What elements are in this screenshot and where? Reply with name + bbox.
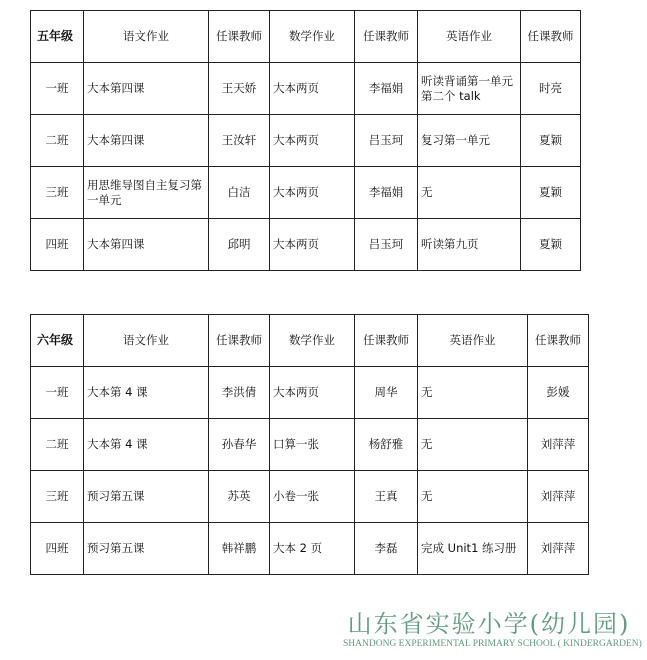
class-cell: 四班 — [31, 219, 84, 271]
chinese-teacher-cell: 王汝轩 — [209, 115, 270, 167]
english-cell: 无 — [418, 367, 528, 419]
math-teacher-cell: 杨舒雅 — [355, 419, 418, 471]
class-cell: 四班 — [31, 523, 84, 575]
class-cell: 一班 — [31, 63, 84, 115]
header-english: 英语作业 — [418, 315, 528, 367]
english-cell: 无 — [418, 167, 521, 219]
english-teacher-cell: 刘萍萍 — [528, 471, 589, 523]
grade-label: 五年级 — [31, 11, 84, 63]
english-teacher-cell: 夏颖 — [521, 219, 581, 271]
math-cell: 小卷一张 — [270, 471, 355, 523]
english-cell: 无 — [418, 419, 528, 471]
chinese-teacher-cell: 苏英 — [209, 471, 270, 523]
header-chinese-teacher: 任课教师 — [209, 11, 270, 63]
chinese-cell: 大本第 4 课 — [84, 419, 209, 471]
class-cell: 一班 — [31, 367, 84, 419]
header-math-teacher: 任课教师 — [355, 11, 418, 63]
chinese-cell: 预习第五课 — [84, 523, 209, 575]
english-cell: 听读背诵第一单元第二个 talk — [418, 63, 521, 115]
school-name-chinese: 山东省实验小学(幼儿园) — [347, 610, 631, 638]
chinese-teacher-cell: 孙春华 — [209, 419, 270, 471]
english-teacher-cell: 夏颖 — [521, 115, 581, 167]
header-math: 数学作业 — [270, 315, 355, 367]
header-chinese-teacher: 任课教师 — [209, 315, 270, 367]
english-teacher-cell: 彭媛 — [528, 367, 589, 419]
english-cell: 无 — [418, 471, 528, 523]
header-math-teacher: 任课教师 — [355, 315, 418, 367]
math-cell: 大本两页 — [270, 115, 355, 167]
school-name-english: SHANDONG EXPERIMENTAL PRIMARY SCHOOL ( KINDERGARDEN) — [343, 639, 642, 649]
grade6-homework-table — [30, 314, 589, 575]
math-teacher-cell: 李福娟 — [355, 167, 418, 219]
math-cell: 大本两页 — [270, 63, 355, 115]
class-cell: 三班 — [31, 471, 84, 523]
chinese-cell: 大本第四课 — [84, 219, 209, 271]
header-english: 英语作业 — [418, 11, 521, 63]
math-cell: 大本 2 页 — [270, 523, 355, 575]
english-teacher-cell: 时亮 — [521, 63, 581, 115]
english-cell: 复习第一单元 — [418, 115, 521, 167]
math-teacher-cell: 王真 — [355, 471, 418, 523]
chinese-teacher-cell: 王天娇 — [209, 63, 270, 115]
english-teacher-cell: 夏颖 — [521, 167, 581, 219]
grade-label: 六年级 — [31, 315, 84, 367]
header-english-teacher: 任课教师 — [528, 315, 589, 367]
table-row — [31, 367, 589, 419]
math-cell: 大本两页 — [270, 367, 355, 419]
table-header-row — [31, 315, 589, 367]
math-cell: 口算一张 — [270, 419, 355, 471]
math-cell: 大本两页 — [270, 167, 355, 219]
table-row — [31, 167, 581, 219]
grade5-homework-table — [30, 10, 581, 271]
school-logo — [343, 610, 642, 650]
class-cell: 二班 — [31, 419, 84, 471]
chinese-teacher-cell: 邱明 — [209, 219, 270, 271]
class-cell: 三班 — [31, 167, 84, 219]
table-row — [31, 523, 589, 575]
class-cell: 二班 — [31, 115, 84, 167]
english-teacher-cell: 刘萍萍 — [528, 419, 589, 471]
english-teacher-cell: 刘萍萍 — [528, 523, 589, 575]
math-teacher-cell: 吕玉珂 — [355, 115, 418, 167]
header-chinese: 语文作业 — [84, 315, 209, 367]
table-row — [31, 419, 589, 471]
header-chinese: 语文作业 — [84, 11, 209, 63]
chinese-cell: 大本第四课 — [84, 63, 209, 115]
table-row — [31, 63, 581, 115]
chinese-cell: 预习第五课 — [84, 471, 209, 523]
chinese-teacher-cell: 韩祥鹏 — [209, 523, 270, 575]
chinese-cell: 大本第四课 — [84, 115, 209, 167]
math-teacher-cell: 李磊 — [355, 523, 418, 575]
table-header-row — [31, 11, 581, 63]
english-cell: 完成 Unit1 练习册 — [418, 523, 528, 575]
chinese-cell: 用思维导图自主复习第一单元 — [84, 167, 209, 219]
header-english-teacher: 任课教师 — [521, 11, 581, 63]
chinese-teacher-cell: 白洁 — [209, 167, 270, 219]
table-row — [31, 219, 581, 271]
table-row — [31, 115, 581, 167]
chinese-teacher-cell: 李洪倩 — [209, 367, 270, 419]
chinese-cell: 大本第 4 课 — [84, 367, 209, 419]
math-teacher-cell: 李福娟 — [355, 63, 418, 115]
math-cell: 大本两页 — [270, 219, 355, 271]
english-cell: 听读第九页 — [418, 219, 521, 271]
math-teacher-cell: 周华 — [355, 367, 418, 419]
header-math: 数学作业 — [270, 11, 355, 63]
table-row — [31, 471, 589, 523]
math-teacher-cell: 吕玉珂 — [355, 219, 418, 271]
